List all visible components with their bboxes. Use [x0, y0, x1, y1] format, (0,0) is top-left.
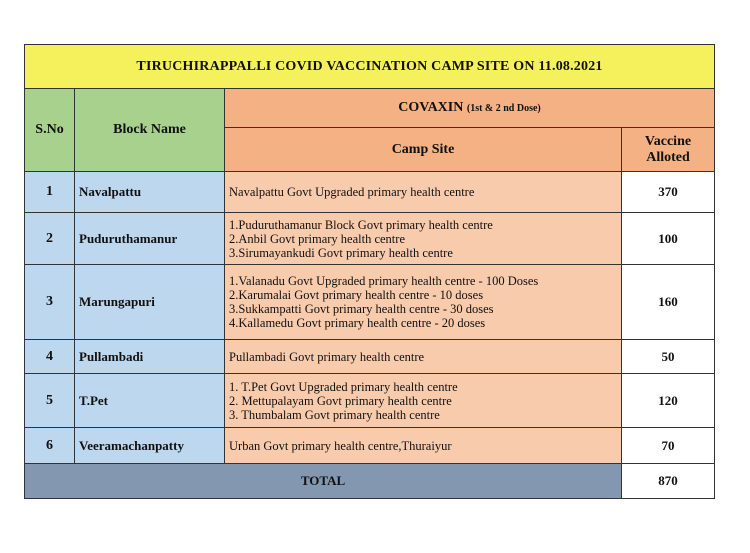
- vaccine-alloted-cell: 50: [622, 340, 715, 374]
- table-row: [25, 340, 715, 374]
- camp-site-line: Navalpattu Govt Upgraded primary health centre: [229, 185, 475, 199]
- sno-header: S.No: [25, 89, 75, 172]
- block-name-header: Block Name: [75, 89, 225, 172]
- sno-cell: 3: [25, 265, 75, 340]
- block-name-cell: Puduruthamanur: [75, 213, 225, 265]
- camp-site-cell: [225, 172, 622, 213]
- camp-site-cell: [225, 428, 622, 464]
- camp-site-cell: [225, 374, 622, 428]
- camp-site-line: 4.Kallamedu Govt primary health centre - 20 doses: [229, 316, 486, 330]
- sno-cell: 5: [25, 374, 75, 428]
- vaccine-alloted-header-line1: Vaccine: [644, 133, 692, 149]
- title-row: [25, 45, 715, 89]
- sno-cell: 2: [25, 213, 75, 265]
- vaccine-alloted-cell: 70: [622, 428, 715, 464]
- block-name-cell: Pullambadi: [75, 340, 225, 374]
- table-row: [25, 428, 715, 464]
- camp-site-line: 2.Karumalai Govt primary health centre - 10 doses: [229, 288, 484, 302]
- total-label: TOTAL: [25, 464, 622, 499]
- camp-site-line: 2.Anbil Govt primary health centre: [229, 231, 405, 246]
- sno-cell: 6: [25, 428, 75, 464]
- table-row: [25, 172, 715, 213]
- vaccine-alloted-header: [622, 128, 715, 172]
- covaxin-label: COVAXIN: [398, 100, 464, 115]
- total-row: [25, 464, 715, 499]
- sno-cell: 4: [25, 340, 75, 374]
- camp-site-line: Pullambadi Govt primary health centre: [229, 349, 425, 364]
- total-value: 870: [622, 464, 715, 499]
- block-name-cell: Navalpattu: [75, 172, 225, 213]
- camp-site-line: 1.Valanadu Govt Upgraded primary health centre - 100 Doses: [229, 274, 539, 288]
- table-row: [25, 213, 715, 265]
- covaxin-dose-note: (1st & 2 nd Dose): [466, 103, 541, 114]
- camp-site-line: 3.Sirumayankudi Govt primary health centre: [229, 245, 453, 260]
- table-row: [25, 265, 715, 340]
- vaccine-alloted-cell: 100: [622, 213, 715, 265]
- camp-site-line: 3. Thumbalam Govt primary health centre: [229, 407, 440, 422]
- camp-site-cell: [225, 340, 622, 374]
- table-row: [25, 374, 715, 428]
- block-name-cell: Marungapuri: [75, 265, 225, 340]
- camp-site-cell: [225, 213, 622, 265]
- covaxin-header: [225, 89, 715, 128]
- vaccine-alloted-header-line2: Alloted: [646, 149, 690, 165]
- block-name-cell: T.Pet: [75, 374, 225, 428]
- header-row-1: [25, 89, 715, 128]
- camp-site-line: 1.Puduruthamanur Block Govt primary health centre: [229, 217, 493, 232]
- sno-cell: 1: [25, 172, 75, 213]
- camp-site-line: 1. T.Pet Govt Upgraded primary health centre: [229, 379, 458, 394]
- camp-site-line: Urban Govt primary health centre,Thuraiyur: [229, 438, 452, 453]
- block-name-cell: Veeramachanpatty: [75, 428, 225, 464]
- vaccine-alloted-cell: 120: [622, 374, 715, 428]
- camp-site-cell: [225, 265, 622, 340]
- vaccination-table: [24, 44, 715, 499]
- camp-site-line: 3.Sukkampatti Govt primary health centre - 30 doses: [229, 302, 494, 316]
- vaccine-alloted-cell: 160: [622, 265, 715, 340]
- camp-site-header: Camp Site: [225, 128, 622, 172]
- table-title: TIRUCHIRAPPALLI COVID VACCINATION CAMP SITE ON 11.08.2021: [25, 45, 715, 89]
- vaccine-alloted-cell: 370: [622, 172, 715, 213]
- camp-site-line: 2. Mettupalayam Govt primary health centre: [229, 393, 452, 408]
